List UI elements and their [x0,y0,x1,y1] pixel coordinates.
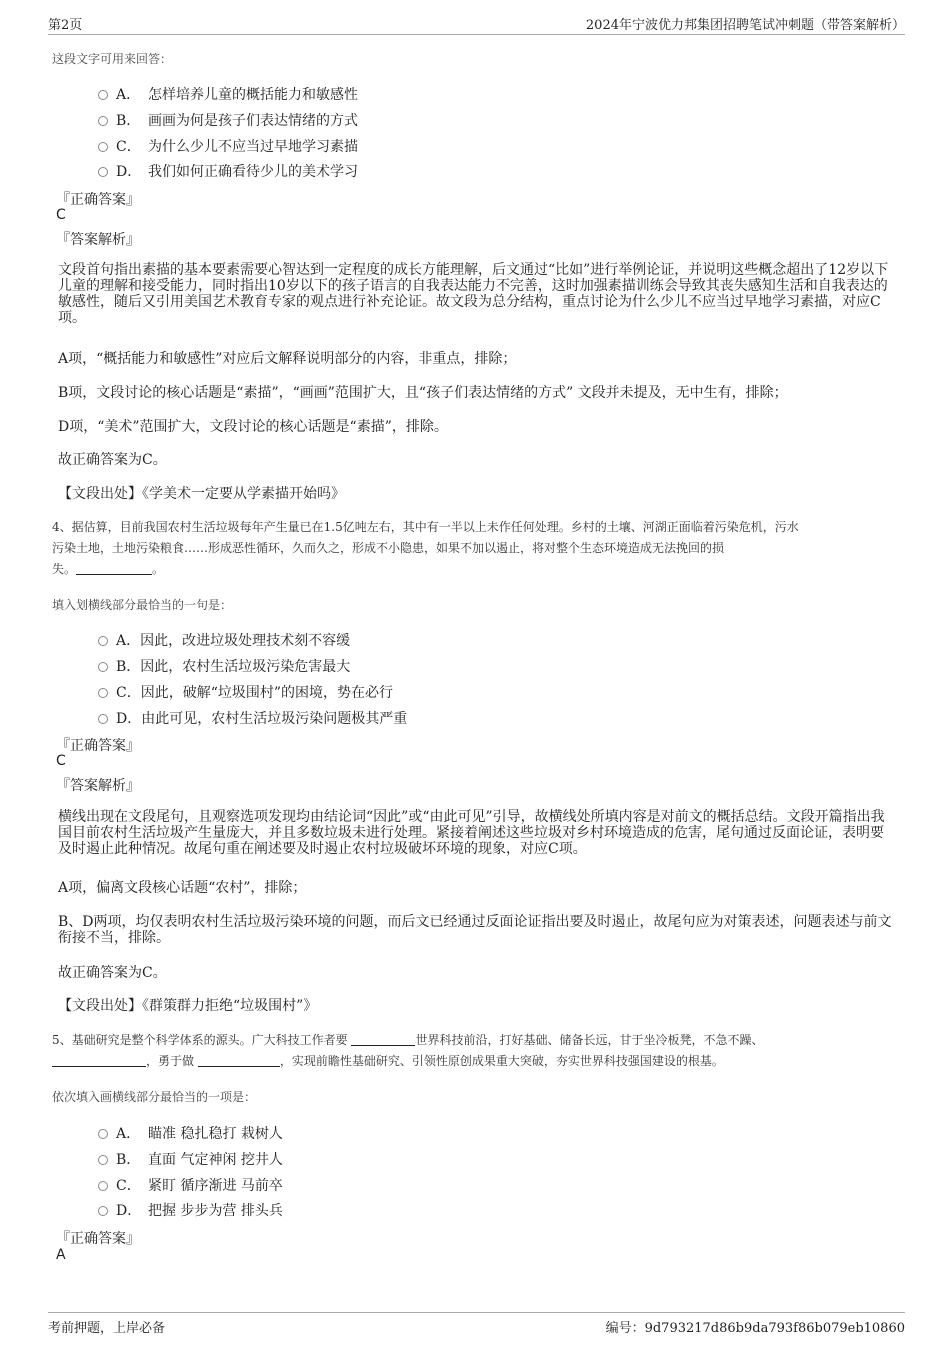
q3-option-d[interactable]: D． 我们如何正确看待少儿的美术学习 [98,161,358,181]
q5-correct-answer: A [56,1247,66,1263]
q3-correct-label: 『正确答案』 [56,192,140,208]
q4-analysis-bd: B、D两项，均仅表明农村生活垃圾污染环境的问题，而后文已经通过反面论证指出要及时遏止，故尾句应为对策表述，问题表述与前文衔接不当，排除。 [58,914,892,946]
q3-analysis-d: D项，“美术”范围扩大，文段讨论的核心话题是“素描”，排除。 [58,419,448,435]
q4-analysis-label: 『答案解析』 [56,778,140,794]
radio-icon[interactable] [98,1155,108,1165]
q5-hint: 依次填入画横线部分最恰当的一项是： [52,1090,257,1104]
answer-blank [351,1033,415,1046]
q4-stem: 4、据估算，目前我国农村生活垃圾每年产生量已在1.5亿吨左右，其中有一半以上未作任何处理。乡村的土壤、河湖正面临着污染危机，污水 污染土地，土地污染粮食……形成恶性循环，久而久之，形成不小隐患，如果不加以遏止，将对整个生态环境造成无法挽回的损 失。 。 [52,520,799,576]
answer-blank [198,1054,280,1067]
radio-icon[interactable] [98,167,108,177]
q3-option-b[interactable]: B． 画画为何是孩子们表达情绪的方式 [98,110,358,130]
q3-analysis-b: B项，文段讨论的核心话题是“素描”，“画画”范围扩大，且“孩子们表达情绪的方式” 文段并未提及，无中生有，排除； [58,385,788,401]
answer-blank [52,1054,146,1067]
q5-correct-label: 『正确答案』 [56,1231,140,1247]
radio-icon[interactable] [98,1206,108,1216]
radio-icon[interactable] [98,90,108,100]
radio-icon[interactable] [98,688,108,698]
q5-stem: 5、基础研究是整个科学体系的源头。广大科技工作者要 世界科技前沿，打好基础、储备长远，甘于坐冷板凳，不急不躁、 ，勇于做 ，实现前瞻性基础研究、引领性原创成果重大突破，夯实世界科技强国建设的根基。 [52,1033,764,1068]
radio-icon[interactable] [98,636,108,646]
radio-icon[interactable] [98,714,108,724]
q4-hint: 填入划横线部分最恰当的一句是： [52,598,233,612]
radio-icon[interactable] [98,1129,108,1139]
q3-analysis-a: A项，“概括能力和敏感性”对应后文解释说明部分的内容，非重点，排除； [58,351,517,367]
q3-conclusion: 故正确答案为C。 [58,452,167,468]
q4-conclusion: 故正确答案为C。 [58,965,167,981]
q4-source: 【文段出处】《群策群力拒绝“垃圾围村”》 [58,998,318,1014]
q4-option-a[interactable]: A．因此，改进垃圾处理技术刻不容缓 [98,630,350,650]
q4-correct-label: 『正确答案』 [56,738,140,754]
q5-option-c[interactable]: C． 紧盯 循序渐进 马前卒 [98,1175,283,1195]
q4-option-c[interactable]: C．因此，破解“垃圾围村”的困境，势在必行 [98,682,393,702]
page-footer [48,1312,905,1335]
q5-option-d[interactable]: D． 把握 步步为营 排头兵 [98,1200,283,1220]
q3-analysis-paragraph: 文段首句指出素描的基本要素需要心智达到一定程度的成长方能理解，后文通过“比如”进行举例论证，并说明这些概念超出了12岁以下儿童的理解和接受能力，同时指出10岁以下的孩子语言的自我表达能力不完善，这时加强素描训练会导致其丧失感知生活和自我表达的敏感性，随后又引用美国艺术教育专家的观点进行补充论证。故文段为总分结构，重点讨论为什么少儿不应当过早地学习素描，对应C项。 [58,262,889,326]
q3-hint: 这段文字可用来回答： [52,52,173,66]
answer-blank [76,562,152,575]
radio-icon[interactable] [98,1181,108,1191]
page-number: 第2页 [48,18,83,33]
page-header [48,12,905,35]
q4-analysis-a: A项，偏离文段核心话题“农村”，排除； [58,880,307,896]
footer-slogan: 考前押题，上岸必备 [48,1321,166,1336]
q4-option-d[interactable]: D．由此可见，农村生活垃圾污染问题极其严重 [98,708,407,728]
q3-option-a[interactable]: A． 怎样培养儿童的概括能力和敏感性 [98,84,358,104]
radio-icon[interactable] [98,142,108,152]
q4-correct-answer: C [56,753,66,769]
q5-option-b[interactable]: B． 直面 气定神闲 挖井人 [98,1149,283,1169]
q3-analysis-label: 『答案解析』 [56,232,140,248]
document-code: 编号：9d793217d86b9da793f86b079eb10860 [605,1321,905,1336]
document-title: 2024年宁波优力邦集团招聘笔试冲刺题（带答案解析） [585,18,905,33]
q5-option-a[interactable]: A． 瞄准 稳扎稳打 栽树人 [98,1123,283,1143]
radio-icon[interactable] [98,662,108,672]
q4-analysis-paragraph: 横线出现在文段尾句，且观察选项发现均由结论词“因此”或“由此可见”引导，故横线处所填内容是对前文的概括总结。文段开篇指出我国目前农村生活垃圾产生量庞大，并且多数垃圾未进行处理。紧接着阐述这些垃圾对乡村环境造成的危害，尾句通过反面论证，表明要及时遏止此种情况。故尾句重在阐述要及时遏止农村垃圾破坏环境的现象，对应C项。 [58,809,885,857]
q3-option-c[interactable]: C． 为什么少儿不应当过早地学习素描 [98,136,358,156]
q3-correct-answer: C [56,207,66,223]
q3-source: 【文段出处】《学美术一定要从学素描开始吗》 [58,486,345,502]
q4-option-b[interactable]: B．因此，农村生活垃圾污染危害最大 [98,656,350,676]
radio-icon[interactable] [98,116,108,126]
